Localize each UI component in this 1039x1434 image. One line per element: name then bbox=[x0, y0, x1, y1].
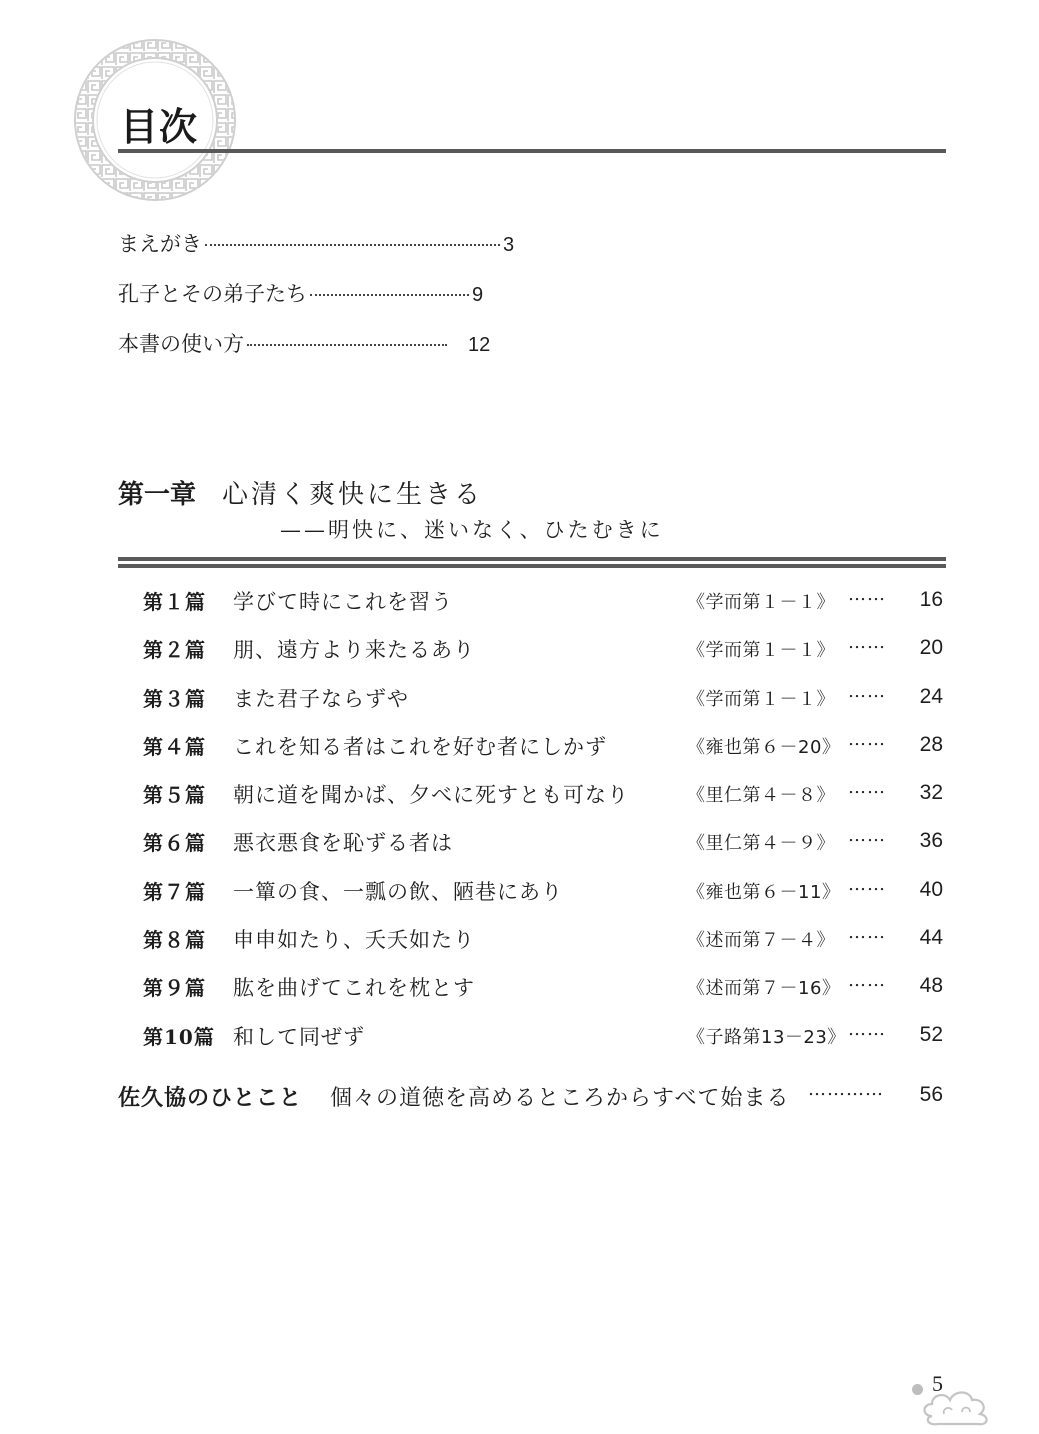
toc-entry-title: 孔子とその弟子たち bbox=[118, 282, 307, 306]
entry-page: 48 bbox=[919, 974, 943, 998]
toc-entry[interactable] bbox=[143, 727, 943, 775]
cloud-ornament-icon bbox=[918, 1372, 998, 1428]
dot-leader: …… bbox=[848, 680, 886, 702]
toc-entry[interactable] bbox=[143, 630, 943, 678]
toc-entry[interactable] bbox=[143, 775, 943, 823]
front-matter-list bbox=[118, 228, 514, 378]
dot-leader bbox=[247, 344, 447, 346]
entry-source: 《学而第１－１》 bbox=[687, 640, 835, 662]
entry-number: 第５篇 bbox=[143, 783, 206, 808]
toc-entry[interactable] bbox=[143, 920, 943, 968]
toc-entry[interactable] bbox=[143, 582, 943, 630]
entry-source: 《子路第13－23》 bbox=[687, 1026, 846, 1048]
toc-entry-preface[interactable] bbox=[118, 228, 514, 278]
toc-entry-title: まえがき bbox=[118, 232, 202, 256]
entry-title: これを知る者はこれを好む者にしかず bbox=[233, 734, 607, 759]
entry-source: 《学而第１－１》 bbox=[687, 688, 835, 710]
entry-title: 学びて時にこれを習う bbox=[233, 590, 453, 614]
entry-title: 和して同ぜず bbox=[233, 1024, 365, 1049]
title-underline bbox=[118, 149, 946, 153]
entry-number: 第９篇 bbox=[143, 976, 206, 1001]
entry-title: 朝に道を聞かば、夕べに死すとも可なり bbox=[233, 783, 629, 808]
entry-title: 一簞の食、一瓢の飲、陋巷にあり bbox=[233, 879, 563, 904]
entry-page: 36 bbox=[919, 829, 943, 853]
entry-page: 40 bbox=[919, 877, 943, 901]
closing-title: 個々の道徳を高めるところからすべて始まる bbox=[330, 1086, 790, 1111]
entry-number: 第７篇 bbox=[143, 879, 206, 904]
toc-entry[interactable] bbox=[143, 968, 943, 1016]
chapter-entry-list bbox=[143, 582, 943, 1065]
toc-entry-how-to-use[interactable] bbox=[118, 328, 514, 378]
toc-entry[interactable] bbox=[143, 1017, 943, 1065]
page-number: 5 bbox=[932, 1371, 943, 1396]
entry-source: 《学而第１－１》 bbox=[687, 592, 835, 613]
toc-entry-page: 12 bbox=[468, 334, 491, 356]
entry-page: 32 bbox=[919, 781, 943, 805]
dot-leader: …… bbox=[848, 825, 886, 847]
chapter-heading[interactable] bbox=[118, 474, 483, 511]
closing-page: 56 bbox=[919, 1083, 943, 1106]
entry-number: 第１篇 bbox=[143, 590, 206, 614]
toc-entry-page: 9 bbox=[472, 284, 484, 306]
entry-page: 28 bbox=[919, 732, 943, 756]
dot-leader: …… bbox=[848, 873, 886, 895]
chapter-subtitle: ——明快に、迷いなく、ひたむきに bbox=[280, 518, 664, 542]
entry-source: 《里仁第４－８》 bbox=[687, 785, 835, 807]
entry-number: 第６篇 bbox=[143, 831, 206, 856]
page-title: 目次 bbox=[120, 105, 199, 149]
entry-number: 第４篇 bbox=[143, 734, 206, 759]
toc-entry-closing-note[interactable] bbox=[118, 1081, 943, 1121]
dot-leader: …… bbox=[848, 1018, 886, 1040]
dot-leader: …… bbox=[848, 777, 886, 799]
entry-source: 《述而第７－16》 bbox=[687, 978, 841, 1000]
toc-entry[interactable] bbox=[143, 872, 943, 920]
toc-entry-page: 3 bbox=[503, 234, 515, 256]
entry-number: 第10篇 bbox=[143, 1024, 215, 1049]
entry-title: 悪衣悪食を恥ずる者は bbox=[233, 831, 453, 856]
entry-page: 44 bbox=[919, 926, 943, 950]
entry-page: 24 bbox=[919, 684, 943, 708]
entry-title: 朋、遠方より来たるあり bbox=[233, 638, 475, 663]
entry-number: 第２篇 bbox=[143, 638, 206, 663]
closing-label: 佐久協のひとこと bbox=[118, 1085, 303, 1111]
toc-entry-title: 本書の使い方 bbox=[118, 332, 244, 356]
toc-entry[interactable] bbox=[143, 823, 943, 871]
toc-entry-confucius-disciples[interactable] bbox=[118, 278, 514, 328]
dot-leader: …… bbox=[848, 970, 886, 992]
entry-title: また君子ならずや bbox=[233, 686, 409, 711]
entry-source: 《雍也第６－11》 bbox=[687, 881, 841, 903]
dot-leader: …… bbox=[848, 922, 886, 944]
dot-leader: …… bbox=[848, 584, 886, 605]
entry-source: 《雍也第６－20》 bbox=[687, 736, 841, 758]
dot-leader: …… bbox=[848, 632, 886, 654]
entry-number: 第８篇 bbox=[143, 928, 206, 953]
toc-entry[interactable] bbox=[143, 679, 943, 727]
dot-leader bbox=[310, 294, 469, 296]
entry-page: 16 bbox=[919, 588, 943, 611]
entry-title: 申申如たり、夭夭如たり bbox=[233, 928, 475, 953]
chapter-title: 心清く爽快に生きる bbox=[222, 480, 484, 510]
chapter-double-rule bbox=[118, 557, 946, 568]
chapter-label: 第一章 bbox=[118, 480, 197, 510]
entry-page: 20 bbox=[919, 636, 943, 660]
dot-leader: ………… bbox=[808, 1079, 884, 1100]
entry-page: 52 bbox=[919, 1022, 943, 1046]
dot-leader bbox=[205, 244, 500, 246]
entry-title: 肱を曲げてこれを枕とす bbox=[233, 976, 475, 1001]
entry-number: 第３篇 bbox=[143, 686, 206, 711]
dot-leader: …… bbox=[848, 728, 886, 750]
entry-source: 《述而第７－４》 bbox=[687, 930, 835, 952]
entry-source: 《里仁第４－９》 bbox=[687, 833, 835, 855]
